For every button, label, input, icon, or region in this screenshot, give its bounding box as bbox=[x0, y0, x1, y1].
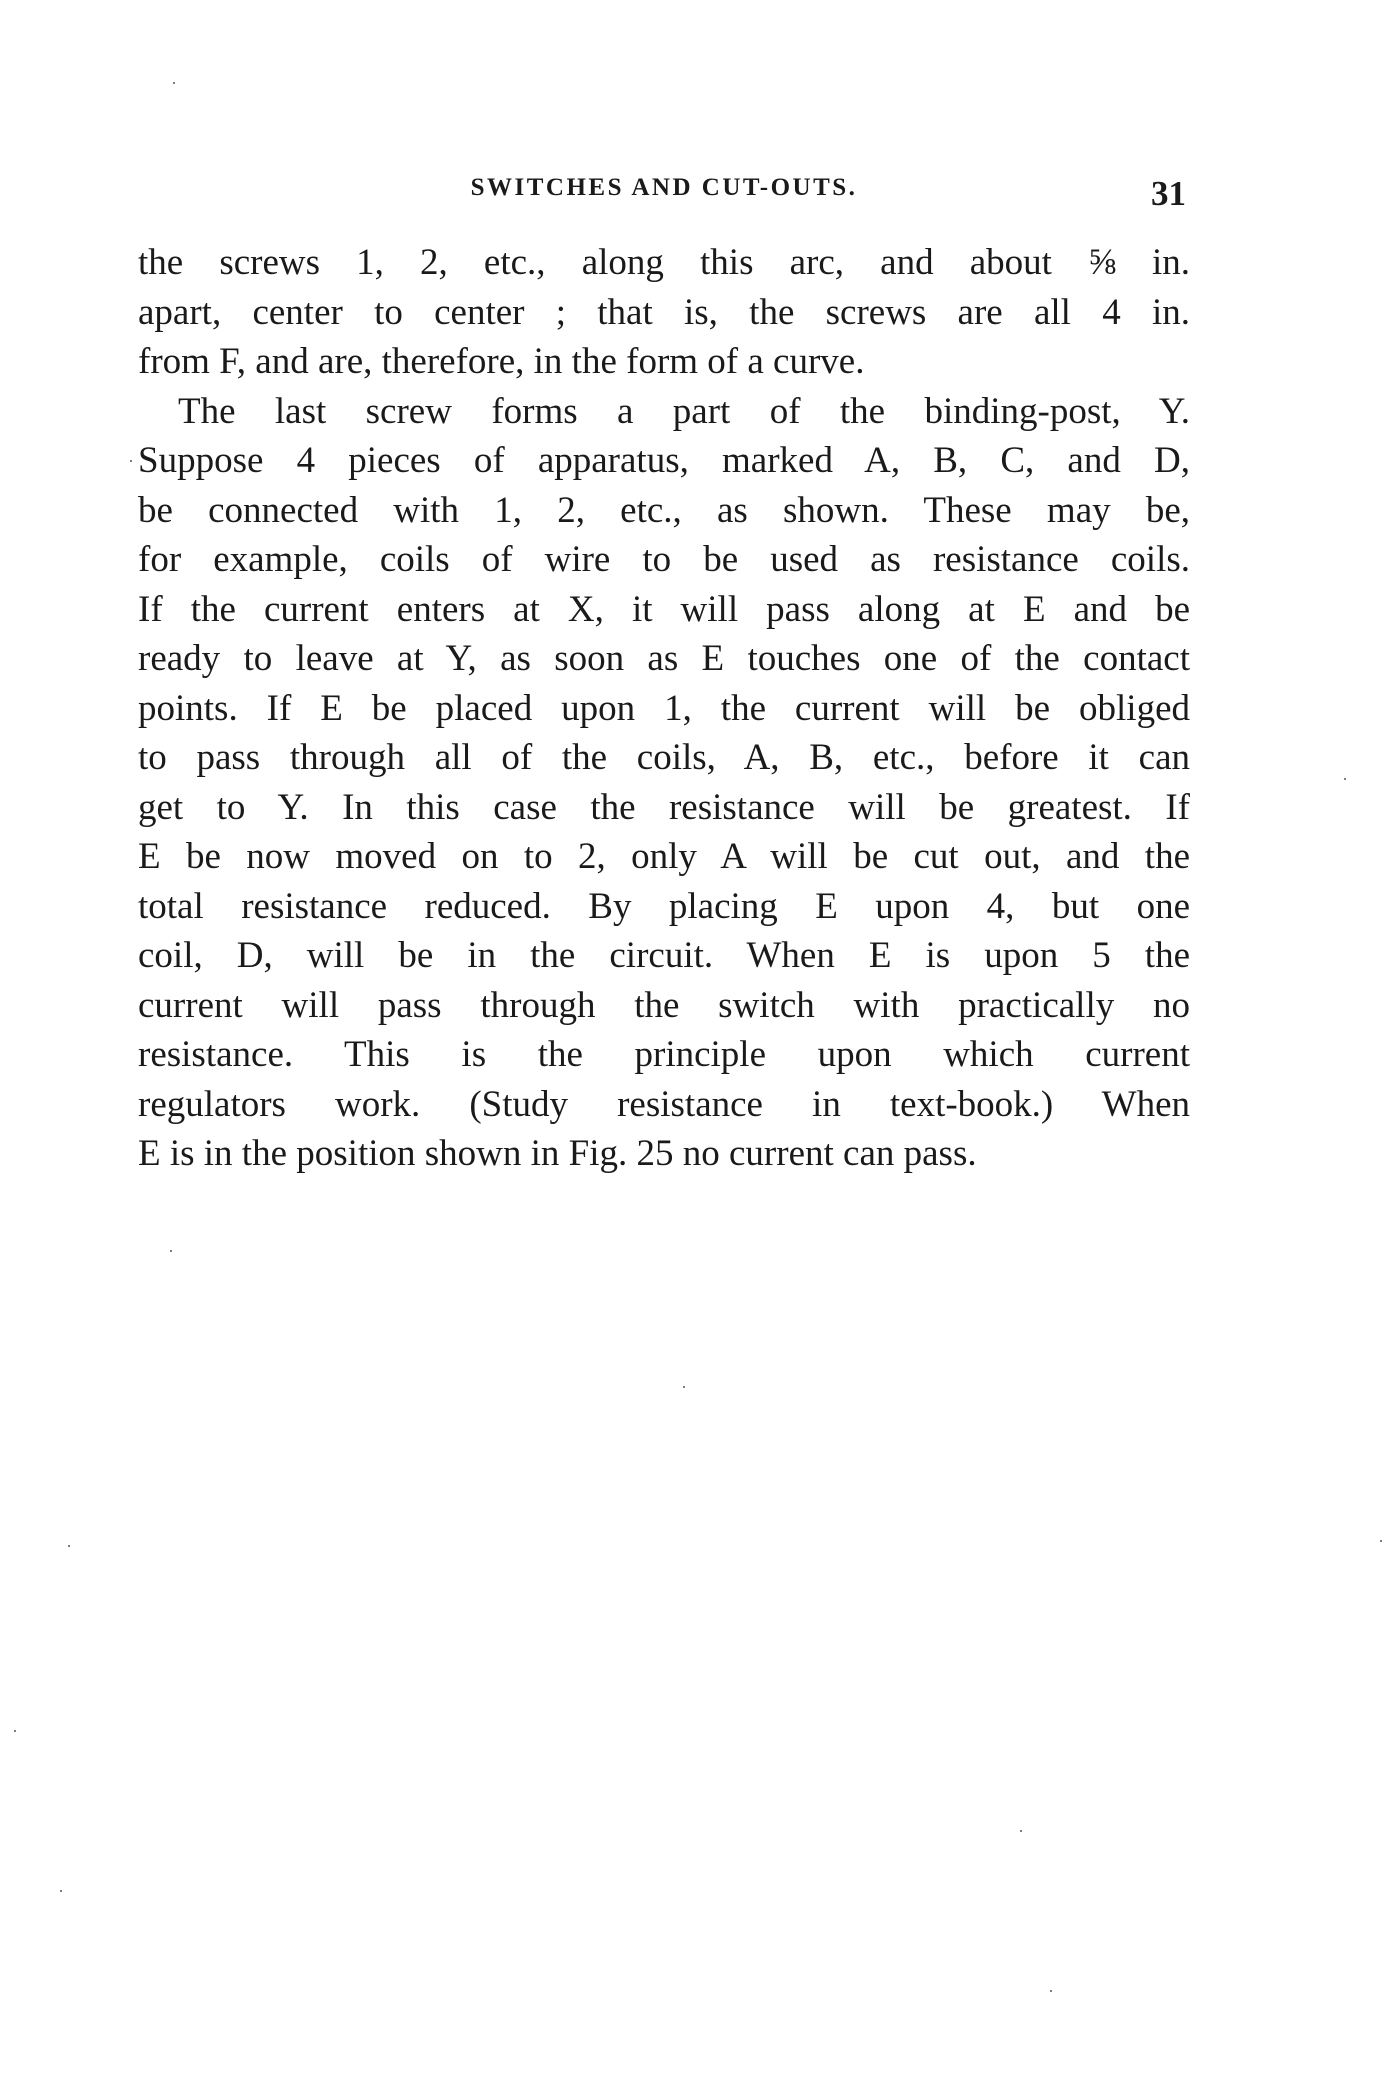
scan-speck bbox=[14, 1730, 16, 1732]
text-line: to pass through all of the coils, A, B, etc., before it can bbox=[138, 737, 1190, 778]
text-line: resistance. This is the principle upon which current bbox=[138, 1034, 1190, 1075]
text-line: from F, and are, therefore, in the form of a curve. bbox=[138, 341, 865, 382]
body-text bbox=[138, 238, 1190, 1179]
text-line: regulators work. (Study resistance in text-book.) When bbox=[138, 1083, 1190, 1125]
paragraph-2 bbox=[138, 387, 1190, 1179]
text-line: The last screw forms a part of the binding-post, Y. bbox=[178, 390, 1190, 432]
text-line: Suppose 4 pieces of apparatus, marked A, B, C, and D, bbox=[138, 440, 1190, 481]
text-line: points. If E be placed upon 1, the current will be obliged bbox=[138, 687, 1190, 729]
text-line: E be now moved on to 2, only A will be cut out, and the bbox=[138, 836, 1190, 877]
scan-speck bbox=[60, 1890, 62, 1892]
running-head bbox=[138, 170, 1190, 220]
text-line: current will pass through the switch with practically no bbox=[138, 984, 1190, 1026]
scan-speck bbox=[1050, 1990, 1052, 1992]
scan-speck bbox=[683, 1386, 685, 1388]
text-line: the screws 1, 2, etc., along this arc, and about ⅝ in. bbox=[138, 242, 1190, 283]
text-line: be connected with 1, 2, etc., as shown. These may be, bbox=[138, 489, 1190, 531]
text-line: get to Y. In this case the resistance will be greatest. If bbox=[138, 786, 1190, 828]
scan-speck bbox=[1380, 1540, 1382, 1542]
page-number: 31 bbox=[1151, 174, 1186, 213]
scan-speck bbox=[1344, 778, 1346, 780]
paragraph-1 bbox=[138, 238, 1190, 387]
text-line: E is in the position shown in Fig. 25 no current can pass. bbox=[138, 1133, 977, 1174]
scan-speck bbox=[68, 1545, 70, 1547]
text-line: total resistance reduced. By placing E upon 4, but one bbox=[138, 885, 1190, 927]
scan-speck bbox=[170, 1250, 172, 1252]
scan-speck bbox=[1020, 1830, 1022, 1832]
text-line: ready to leave at Y, as soon as E touches one of the contact bbox=[138, 638, 1190, 679]
text-line: for example, coils of wire to be used as resistance coils. bbox=[138, 539, 1190, 580]
running-title: SWITCHES AND CUT-OUTS. bbox=[470, 174, 858, 201]
scan-speck bbox=[173, 82, 175, 84]
scan-speck bbox=[130, 460, 132, 462]
text-line: apart, center to center ; that is, the screws are all 4 in. bbox=[138, 291, 1190, 333]
text-line: If the current enters at X, it will pass along at E and be bbox=[138, 588, 1190, 630]
text-line: coil, D, will be in the circuit. When E is upon 5 the bbox=[138, 935, 1190, 976]
